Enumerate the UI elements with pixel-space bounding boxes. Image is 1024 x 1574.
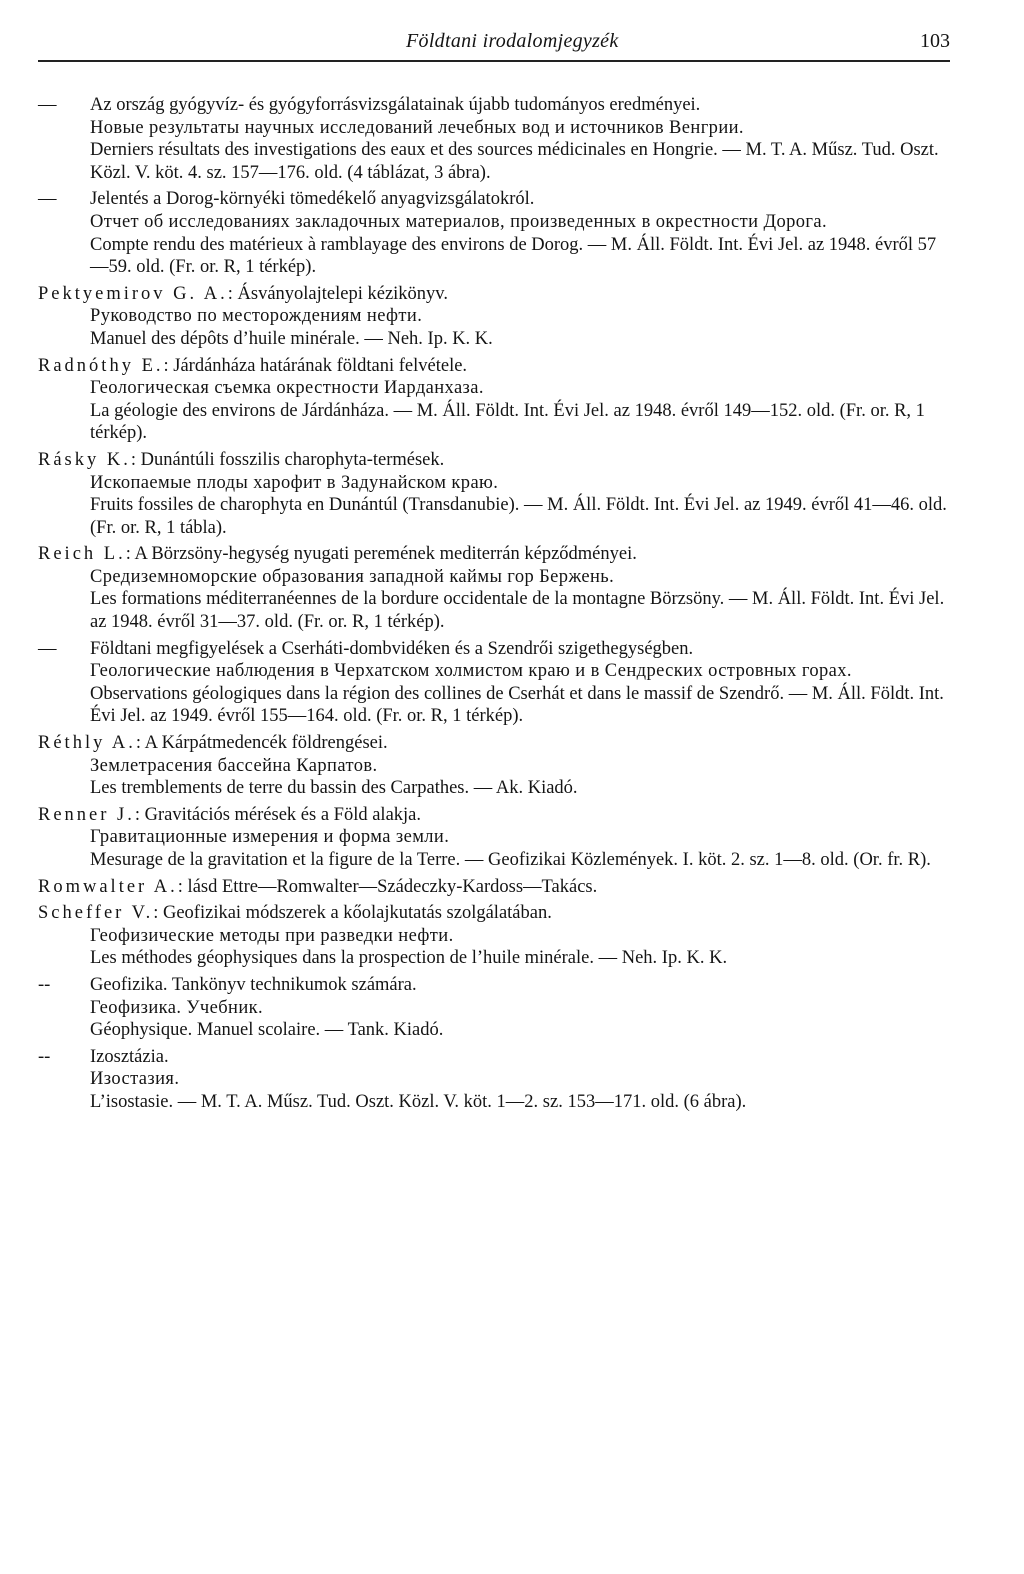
entry-russian-title: Средиземноморские образования западной каймы гор Бержень. — [90, 566, 615, 587]
entry-french-title: Les tremblements de terre du bassin des Carpathes. — Ak. Kiadó. — [90, 778, 578, 799]
entry-title-line — [38, 543, 950, 566]
entry-author: Scheffer V. — [38, 903, 154, 924]
entry-author: Romwalter A. — [38, 876, 178, 897]
bibliography-entry — [38, 94, 950, 184]
entry-russian-title: Геологические наблюдения в Черхатском холмистом краю и в Сендреских островных горах. — [90, 661, 852, 682]
entry-title-line — [38, 974, 950, 997]
entry-title-line — [38, 188, 950, 211]
page-number: 103 — [920, 30, 950, 52]
bibliography-entry — [38, 732, 950, 800]
entry-title: : Gravitációs mérések és a Föld alakja. — [134, 804, 422, 825]
entry-title-line — [38, 876, 950, 899]
entry-title: : A Kárpátmedencék földrengései. — [135, 733, 388, 754]
entry-title-line — [38, 1046, 950, 1069]
entry-russian-title: Геологическая съемка окрестности Иарданхаза. — [90, 378, 484, 399]
bibliography-entry — [38, 543, 950, 633]
entry-title-line — [38, 902, 950, 925]
entry-title: : Geofizikai módszerek a kőolajkutatás szolgálatában. — [153, 903, 552, 924]
entry-author: Radnóthy E. — [38, 355, 164, 376]
entry-french-title: Compte rendu des matérieux à ramblayage des environs de Dorog. — M. Áll. Földt. Int. Évi Jel. az 1948. évről 57—59. old. (Fr. or. R, 1 térkép). — [90, 234, 937, 278]
entry-title: : Ásványolajtelepi kézikönyv. — [227, 283, 448, 304]
entry-author: Reich L. — [38, 544, 126, 565]
bibliography-entry — [38, 1046, 950, 1114]
entry-title: Geofizika. Tankönyv technikumok számára. — [90, 974, 417, 995]
entry-author: Renner J. — [38, 804, 135, 825]
entry-russian-title: Руководство по месторождениям нефти. — [90, 306, 423, 327]
header-rule — [38, 60, 950, 62]
entry-dash: -- — [38, 1046, 51, 1067]
entry-author: Réthly A. — [38, 733, 136, 754]
entry-french-title: Les formations méditerranéennes de la bordure occidentale de la montagne Börzsöny. — M. Áll. Földt. Int. Évi Jel. az 1948. évről 31—37. old. (Fr. or. R, 1 térkép). — [90, 589, 945, 633]
bibliography-entry — [38, 188, 950, 278]
entry-title-line — [38, 638, 950, 661]
entry-title-line — [38, 732, 950, 755]
entry-russian-title: Геофизические методы при разведки нефти. — [90, 925, 454, 946]
entry-title: Izosztázia. — [90, 1046, 169, 1067]
bibliography-entry — [38, 876, 950, 899]
bibliography-entry — [38, 804, 950, 872]
bibliography-entry — [38, 449, 950, 539]
entry-author: Rásky K. — [38, 449, 131, 470]
bibliography-entry — [38, 638, 950, 728]
entry-dash: — — [38, 189, 57, 210]
entry-title: : A Börzsöny-hegység nyugati peremének mediterrán képződményei. — [125, 544, 637, 565]
entry-french-title: Mesurage de la gravitation et la figure de la Terre. — Geofizikai Közlemények. I. köt. 2. sz. 1—8. old. (Or. fr. R). — [90, 850, 931, 870]
entry-french-title: Les méthodes géophysiques dans la prospection de l’huile minérale. — Neh. Ip. K. K. — [90, 948, 728, 969]
entry-russian-title: Землетрасения бассейна Карпатов. — [90, 755, 378, 776]
bibliography-entry — [38, 283, 950, 351]
bibliography-entry — [38, 355, 950, 445]
entry-french-title: Manuel des dépôts d’huile minérale. — Neh. Ip. K. K. — [90, 328, 493, 349]
bibliography-list — [38, 94, 950, 1118]
entry-title: Jelentés a Dorog-környéki tömedékelő anyagvizsgálatokról. — [90, 189, 535, 210]
entry-title-line — [38, 804, 950, 827]
entry-dash: -- — [38, 974, 51, 995]
entry-russian-title: Гравитационные измерения и форма земли. — [90, 827, 450, 848]
entry-title: Az ország gyógyvíz- és gyógyforrásvizsgálatainak újabb tudományos eredményei. — [90, 95, 701, 115]
entry-russian-title: Изостазия. — [90, 1069, 180, 1090]
entry-dash: — — [38, 95, 57, 115]
entry-french-title: Observations géologiques dans la région des collines de Cserhát et dans le massif de Szendrő. — M. Áll. Földt. Int. Évi Jel. az 1949. évről 155—164. old. (Fr. or. R, 1 térkép). — [90, 683, 944, 727]
page-header — [38, 30, 950, 64]
entry-author: Pektyemirov G. A. — [38, 283, 228, 304]
entry-russian-title: Геофизика. Учебник. — [90, 997, 264, 1018]
entry-title-line — [38, 94, 950, 117]
entry-french-title: La géologie des environs de Járdánháza. — M. Áll. Földt. Int. Évi Jel. az 1948. évről 149—152. old. (Fr. or. R, 1 térkép). — [90, 400, 925, 444]
entry-dash: — — [38, 638, 57, 659]
entry-title-line — [38, 449, 950, 472]
bibliography-entry — [38, 902, 950, 970]
entry-french-title: Derniers résultats des investigations des eaux et des sources médicinales en Hongrie. — M. T. A. Műsz. Tud. Oszt. Közl. V. köt. 4. sz. 157—176. old. (4 táblázat, 3 ábra). — [90, 140, 939, 183]
entry-russian-title: Отчет об исследованиях закладочных материалов, произведенных в окрестности Дорога. — [90, 211, 828, 232]
running-title: Földtani irodalomjegyzék — [406, 30, 619, 52]
bibliography-entry — [38, 974, 950, 1042]
entry-french-title: L’isostasie. — M. T. A. Műsz. Tud. Oszt. Közl. V. köt. 1—2. sz. 153—171. old. (6 ábra). — [90, 1091, 747, 1112]
entry-title-line — [38, 283, 950, 306]
entry-title: : Járdánháza határának földtani felvétele. — [163, 355, 468, 376]
entry-russian-title: Новые результаты научных исследований лечебных вод и источников Венгрии. — [90, 117, 744, 138]
entry-french-title: Fruits fossiles de charophyta en Dunántúl (Transdanubie). — M. Áll. Földt. Int. Évi Jel. az 1949. évről 41—46. old. (Fr. or. R, 1 tábla). — [90, 495, 947, 538]
entry-title: : lásd Ettre—Romwalter—Szádeczky-Kardoss—Takács. — [177, 876, 598, 897]
entry-title-line — [38, 355, 950, 378]
entry-title: : Dunántúli fosszilis charophyta-termések. — [130, 449, 445, 470]
entry-french-title: Géophysique. Manuel scolaire. — Tank. Kiadó. — [90, 1020, 444, 1041]
entry-russian-title: Ископаемые плоды харофит в Задунайском краю. — [90, 472, 499, 493]
entry-title: Földtani megfigyelések a Cserháti-dombvidéken és a Szendrői szigethegységben. — [90, 638, 694, 659]
